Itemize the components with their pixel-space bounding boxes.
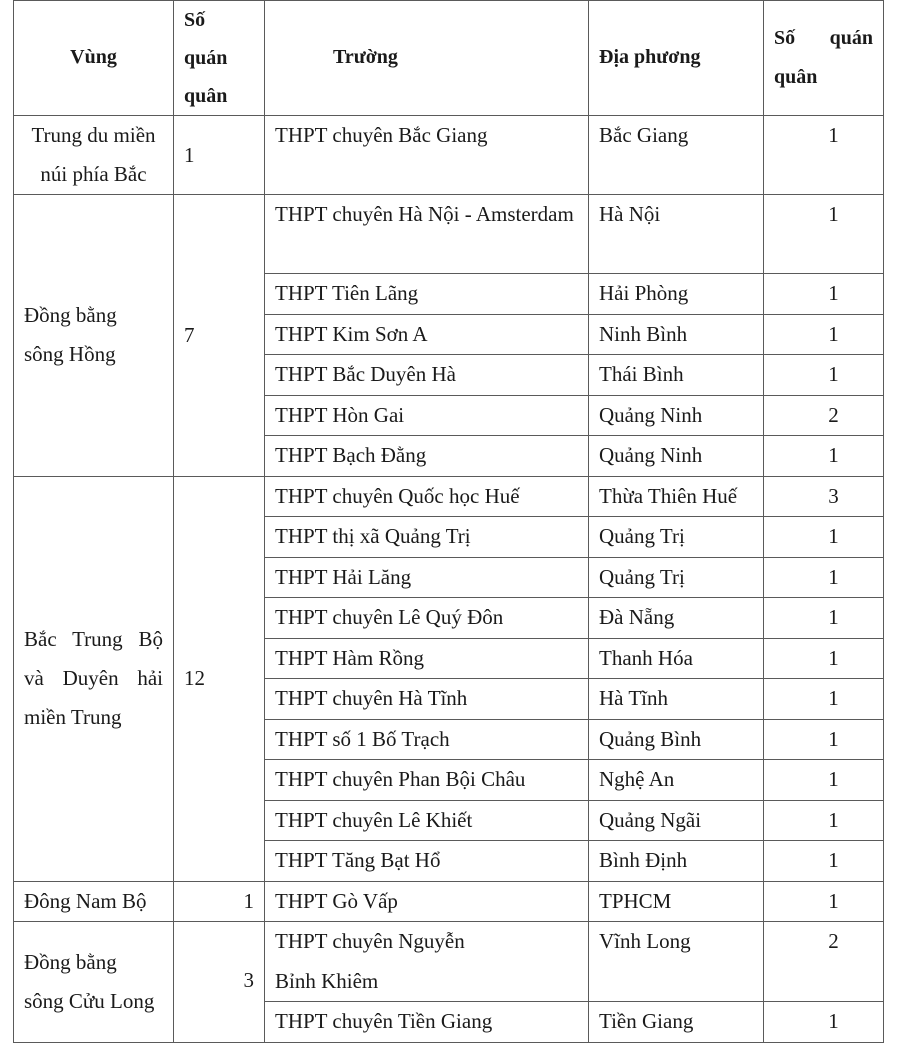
region-cell bbox=[14, 116, 174, 195]
region-name-line: sông Hồng bbox=[24, 342, 116, 367]
header-row bbox=[14, 1, 884, 116]
region-cell bbox=[14, 881, 174, 922]
region-name-line: núi phía Bắc bbox=[40, 162, 147, 186]
table-row bbox=[14, 922, 884, 1002]
school-name: THPT số 1 Bố Trạch bbox=[265, 719, 589, 760]
header-word: Số bbox=[774, 27, 796, 49]
school-count: 1 bbox=[764, 517, 884, 558]
school-name: THPT Kim Sơn A bbox=[265, 314, 589, 355]
school-name: THPT chuyên Hà Tĩnh bbox=[265, 679, 589, 720]
school-count: 1 bbox=[764, 800, 884, 841]
region-name-line: và Duyên hải bbox=[24, 666, 163, 690]
school-count: 3 bbox=[764, 476, 884, 517]
locality: Tiền Giang bbox=[589, 1002, 764, 1043]
school-name: THPT chuyên Quốc học Huế bbox=[265, 476, 589, 517]
locality: TPHCM bbox=[589, 881, 764, 922]
region-name-line: miền Trung bbox=[24, 705, 122, 729]
school-name: THPT chuyên Nguyễn Bỉnh Khiêm bbox=[265, 922, 589, 1002]
locality: Quảng Ninh bbox=[589, 395, 764, 436]
locality: Bắc Giang bbox=[589, 116, 764, 195]
school-count: 1 bbox=[764, 598, 884, 639]
locality: Đà Nẵng bbox=[589, 598, 764, 639]
school-name: THPT chuyên Tiền Giang bbox=[265, 1002, 589, 1043]
table-row bbox=[14, 116, 884, 195]
school-name: THPT chuyên Lê Khiết bbox=[265, 800, 589, 841]
header-school: Trường bbox=[265, 1, 589, 116]
locality: Hà Nội bbox=[589, 195, 764, 274]
header-region-count bbox=[174, 1, 265, 116]
locality: Hà Tĩnh bbox=[589, 679, 764, 720]
header-word: quán bbox=[829, 27, 873, 49]
school-count: 1 bbox=[764, 274, 884, 315]
school-count: 1 bbox=[764, 116, 884, 195]
header-school-count-line2: quân bbox=[774, 66, 818, 88]
region-count: 1 bbox=[174, 116, 265, 195]
region-name-line: Đồng bằng bbox=[24, 949, 117, 974]
region-name-line: Đông Nam Bộ bbox=[24, 888, 147, 913]
header-region-count-line: Số bbox=[184, 9, 206, 31]
header-school-count bbox=[764, 1, 884, 116]
locality: Quảng Ngãi bbox=[589, 800, 764, 841]
region-name-line: Trung du miền bbox=[31, 123, 156, 147]
school-count: 1 bbox=[764, 881, 884, 922]
school-count: 1 bbox=[764, 314, 884, 355]
header-locality: Địa phương bbox=[589, 1, 764, 116]
region-name-line: Bắc Trung Bộ bbox=[24, 627, 163, 651]
school-name: THPT Tăng Bạt Hổ bbox=[265, 841, 589, 882]
school-name: THPT chuyên Lê Quý Đôn bbox=[265, 598, 589, 639]
school-name: THPT chuyên Bắc Giang bbox=[265, 116, 589, 195]
school-count: 1 bbox=[764, 557, 884, 598]
school-name: THPT Bạch Đằng bbox=[265, 436, 589, 477]
locality: Nghệ An bbox=[589, 760, 764, 801]
locality: Bình Định bbox=[589, 841, 764, 882]
school-count: 1 bbox=[764, 760, 884, 801]
header-region-count-line: quán bbox=[184, 47, 228, 69]
locality: Vĩnh Long bbox=[589, 922, 764, 1002]
school-name: THPT Gò Vấp bbox=[265, 881, 589, 922]
school-count: 1 bbox=[764, 679, 884, 720]
table-row bbox=[14, 476, 884, 517]
region-cell bbox=[14, 476, 174, 881]
school-count: 1 bbox=[764, 195, 884, 274]
school-name: THPT Tiên Lãng bbox=[265, 274, 589, 315]
locality: Hải Phòng bbox=[589, 274, 764, 315]
locality: Thanh Hóa bbox=[589, 638, 764, 679]
region-count: 12 bbox=[174, 476, 265, 881]
school-count: 2 bbox=[764, 395, 884, 436]
locality: Thừa Thiên Huế bbox=[589, 476, 764, 517]
school-count: 1 bbox=[764, 436, 884, 477]
school-name: THPT chuyên Hà Nội - Amsterdam bbox=[265, 195, 589, 274]
school-count: 1 bbox=[764, 1002, 884, 1043]
region-count: 7 bbox=[174, 195, 265, 477]
school-name: THPT Bắc Duyên Hà bbox=[265, 355, 589, 396]
locality: Quảng Trị bbox=[589, 557, 764, 598]
school-count: 1 bbox=[764, 719, 884, 760]
locality: Quảng Trị bbox=[589, 517, 764, 558]
school-name: THPT Hàm Rồng bbox=[265, 638, 589, 679]
school-count: 1 bbox=[764, 355, 884, 396]
school-count: 2 bbox=[764, 922, 884, 1002]
region-name-line: Đồng bằng bbox=[24, 303, 117, 328]
header-school-count-line1 bbox=[774, 19, 873, 58]
school-name: THPT Hòn Gai bbox=[265, 395, 589, 436]
header-region-count-line: quân bbox=[184, 85, 228, 107]
region-name-line: sông Cửu Long bbox=[24, 988, 155, 1013]
header-region: Vùng bbox=[14, 1, 174, 116]
region-count: 1 bbox=[174, 881, 265, 922]
region-count: 3 bbox=[174, 922, 265, 1043]
region-cell bbox=[14, 195, 174, 477]
locality: Quảng Ninh bbox=[589, 436, 764, 477]
locality: Thái Bình bbox=[589, 355, 764, 396]
table-row bbox=[14, 881, 884, 922]
locality: Quảng Bình bbox=[589, 719, 764, 760]
locality: Ninh Bình bbox=[589, 314, 764, 355]
school-name: THPT Hải Lăng bbox=[265, 557, 589, 598]
school-name: THPT chuyên Phan Bội Châu bbox=[265, 760, 589, 801]
champions-table bbox=[13, 0, 884, 1043]
school-count: 1 bbox=[764, 638, 884, 679]
region-cell bbox=[14, 922, 174, 1043]
table-row bbox=[14, 195, 884, 274]
school-name: THPT thị xã Quảng Trị bbox=[265, 517, 589, 558]
school-count: 1 bbox=[764, 841, 884, 882]
